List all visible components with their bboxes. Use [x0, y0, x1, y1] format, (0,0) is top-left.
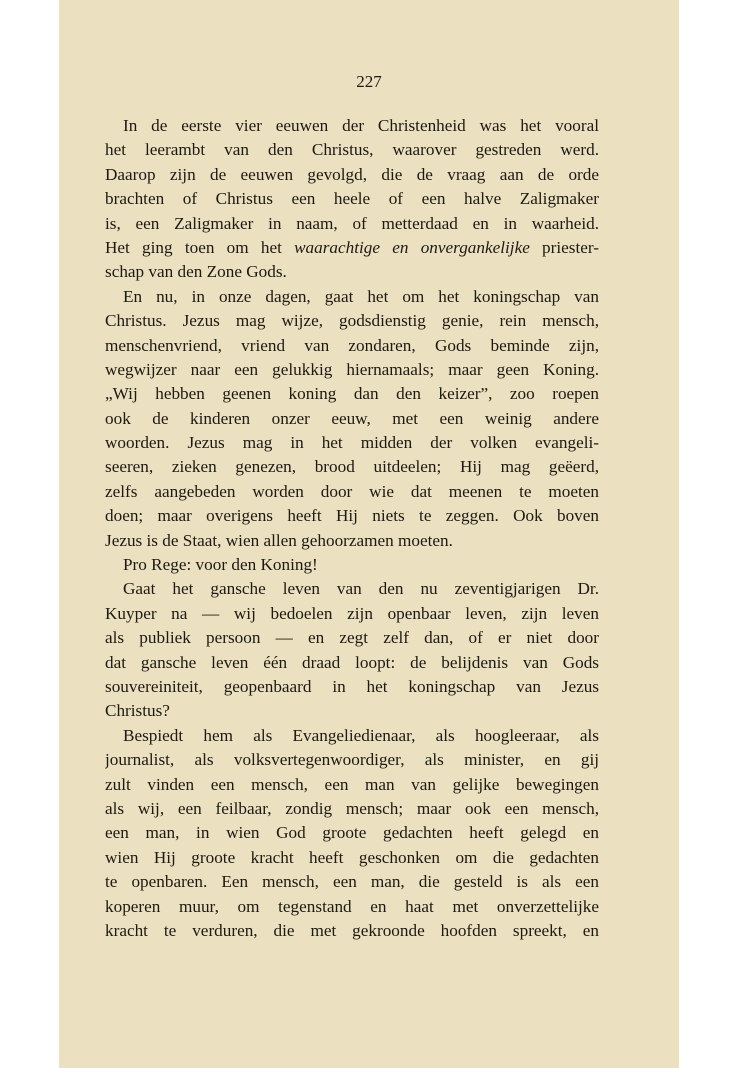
text-line: Jezus is de Staat, wien allen gehoorzamen moeten. [105, 530, 453, 550]
body-text [105, 114, 599, 943]
text-line: woorden. Jezus mag in het midden der volken evangeli- [105, 433, 599, 453]
text-line: wien Hij groote kracht heeft geschonken om die gedachten [105, 847, 599, 867]
text-line: het leerambt van den Christus, waarover gestreden werd. [105, 140, 599, 160]
text-line: Christus? [105, 701, 170, 721]
paragraph [105, 724, 599, 944]
text-line: als publiek persoon — en zegt zelf dan, of er niet door [105, 628, 599, 648]
page-number: 227 [356, 72, 382, 91]
text-line: In de eerste vier eeuwen der Christenheid was het vooral [123, 116, 599, 135]
text-line [105, 236, 599, 260]
text-line: een man, in wien God groote gedachten heeft gelegd en [105, 823, 599, 843]
text-segment: priester- [529, 237, 599, 257]
text-line: brachten of Christus een heele of een halve Zaligmaker [105, 189, 599, 209]
text-line: souvereiniteit, geopenbaard in het koningschap van Jezus [105, 676, 599, 696]
text-line: zelfs aangebeden worden door wie dat meenen te moeten [105, 481, 599, 501]
text-line: Gaat het gansche leven van den nu zeventigjarigen Dr. [123, 579, 599, 599]
text-line: En nu, in onze dagen, gaat het om het koningschap van [123, 286, 599, 306]
text-line: Kuyper na — wij bedoelen zijn openbaar leven, zijn leven [105, 603, 599, 623]
text-line: Christus. Jezus mag wijze, godsdienstig genie, rein mensch, [105, 311, 599, 331]
italic-emphasis: waarachtige en onvergankelijke [294, 237, 530, 257]
paragraph [105, 114, 599, 285]
book-page [59, 0, 679, 1068]
text-line: doen; maar overigens heeft Hij niets te zeggen. Ook boven [105, 506, 599, 526]
text-line: zult vinden een mensch, een man van gelijke bewegingen [105, 774, 599, 794]
text-line: als wij, een feilbaar, zondig mensch; maar ook een mensch, [105, 798, 599, 818]
text-line: ook de kinderen onzer eeuw, met een weinig andere [105, 408, 599, 428]
text-line: menschenvriend, vriend van zondaren, Gods beminde zijn, [105, 335, 599, 355]
text-line: Daarop zijn de eeuwen gevolgd, die de vraag aan de orde [105, 164, 599, 184]
text-line: Bespiedt hem als Evangeliedienaar, als hoogleeraar, als [123, 725, 599, 745]
text-line: Pro Rege: voor den Koning! [123, 555, 318, 575]
text-line: schap van den Zone Gods. [105, 262, 287, 282]
text-line: „Wij hebben geenen koning dan den keizer”, zoo roepen [105, 384, 599, 404]
text-line: wegwijzer naar een gelukkig hiernamaals; maar geen Koning. [105, 359, 599, 379]
paragraph [105, 553, 599, 577]
text-line: is, een Zaligmaker in naam, of metterdaad en in waarheid. [105, 213, 599, 233]
paragraph [105, 577, 599, 723]
text-segment: Het ging toen om het [105, 237, 295, 257]
text-line: te openbaren. Een mensch, een man, die gesteld is als een [105, 872, 599, 892]
text-line: dat gansche leven één draad loopt: de belijdenis van Gods [105, 652, 599, 672]
text-line: seeren, zieken genezen, brood uitdeelen; Hij mag geëerd, [105, 457, 599, 477]
paragraph [105, 285, 599, 553]
text-line: kracht te verduren, die met gekroonde hoofden spreekt, en [105, 920, 599, 940]
text-line: koperen muur, om tegenstand en haat met onverzettelijke [105, 896, 599, 916]
text-line: journalist, als volksvertegenwoordiger, als minister, en gij [105, 750, 599, 770]
